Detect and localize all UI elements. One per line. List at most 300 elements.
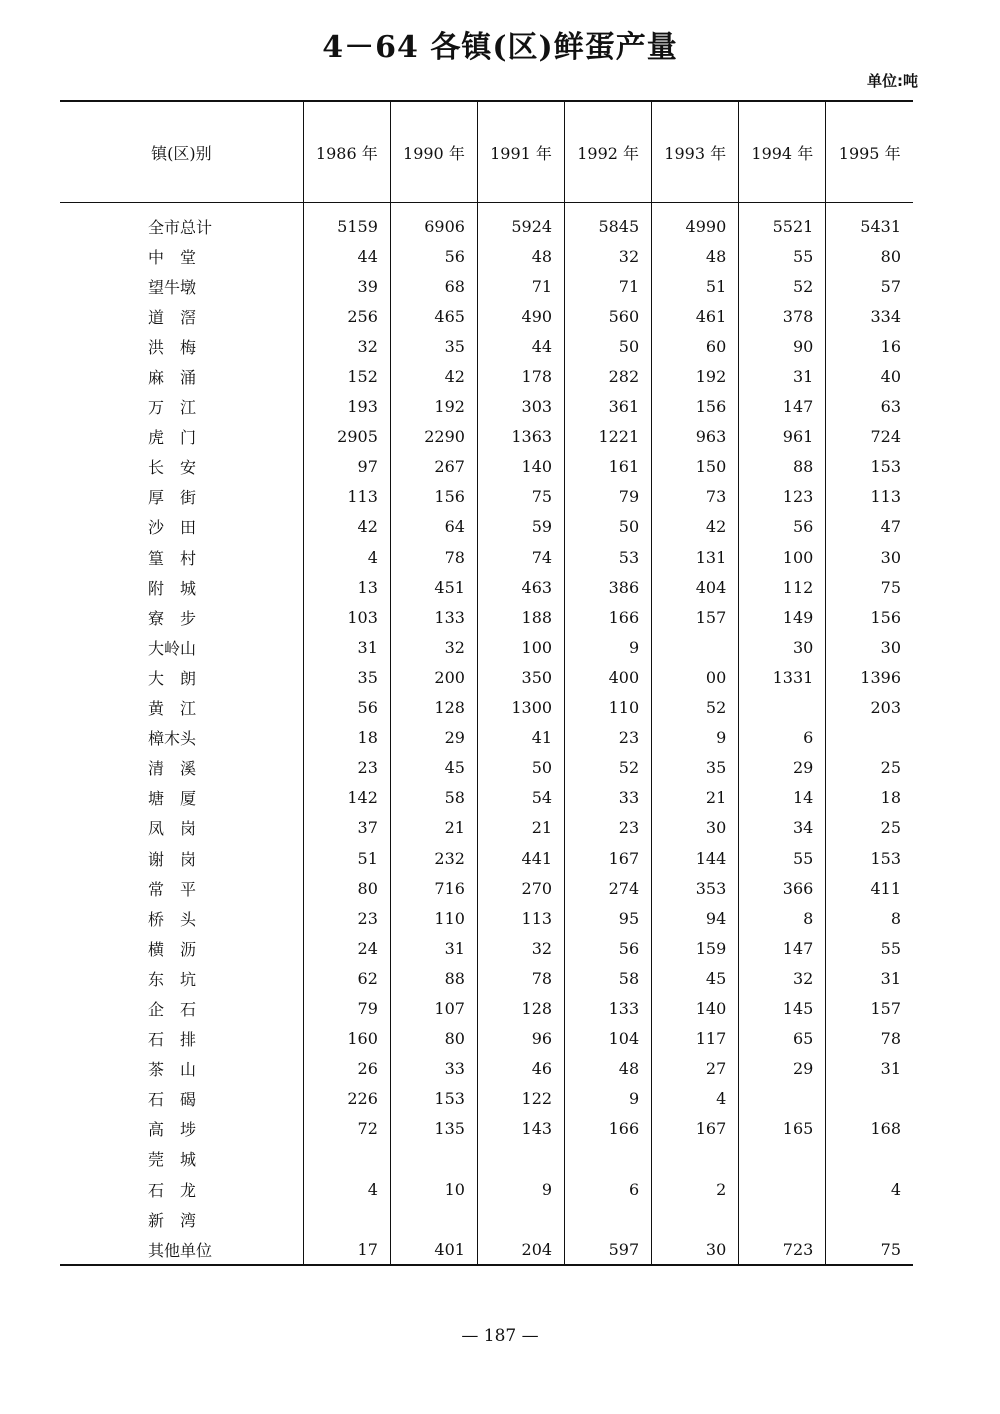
- table-row: [60, 392, 913, 422]
- value-cell: 1331: [739, 662, 826, 692]
- value-cell: 80: [826, 241, 913, 271]
- value-cell: 73: [652, 482, 739, 512]
- value-cell: 10: [390, 1174, 477, 1204]
- town-name-cell: 莞 城: [148, 1150, 197, 1170]
- value-cell: 166: [565, 602, 652, 632]
- table-row: [60, 963, 913, 993]
- value-cell: 1396: [826, 662, 913, 692]
- value-cell: 30: [826, 542, 913, 572]
- value-cell: 34: [739, 813, 826, 843]
- egg-production-table: [60, 100, 913, 1266]
- value-cell: 193: [303, 392, 390, 422]
- value-cell: 64: [390, 512, 477, 542]
- value-cell: 48: [652, 241, 739, 271]
- value-cell: [477, 1204, 564, 1234]
- value-cell: 47: [826, 512, 913, 542]
- value-cell: 57: [826, 271, 913, 301]
- value-cell: 9: [477, 1174, 564, 1204]
- value-cell: 55: [739, 241, 826, 271]
- value-cell: 18: [826, 783, 913, 813]
- value-cell: 23: [565, 813, 652, 843]
- value-cell: 52: [739, 271, 826, 301]
- value-cell: 386: [565, 572, 652, 602]
- value-cell: 56: [390, 241, 477, 271]
- value-cell: 366: [739, 873, 826, 903]
- value-cell: 18: [303, 723, 390, 753]
- value-cell: 9: [652, 723, 739, 753]
- value-cell: 5431: [826, 203, 913, 242]
- value-cell: [303, 1144, 390, 1174]
- value-cell: 161: [565, 452, 652, 482]
- value-cell: 25: [826, 813, 913, 843]
- value-cell: 1363: [477, 422, 564, 452]
- value-cell: 6: [739, 723, 826, 753]
- value-cell: 597: [565, 1234, 652, 1265]
- value-cell: [826, 1144, 913, 1174]
- value-cell: 40: [826, 361, 913, 391]
- value-cell: 35: [390, 331, 477, 361]
- table-row: [60, 1024, 913, 1054]
- value-cell: 4: [652, 1084, 739, 1114]
- value-cell: 6: [565, 1174, 652, 1204]
- value-cell: 441: [477, 843, 564, 873]
- town-name-cell: 其他单位: [148, 1240, 213, 1260]
- value-cell: 113: [477, 903, 564, 933]
- column-header: 1990 年: [390, 101, 477, 203]
- table-row: [60, 422, 913, 452]
- town-name-cell: 篁 村: [148, 548, 197, 568]
- town-name-cell: 附 城: [148, 578, 197, 598]
- value-cell: 203: [826, 693, 913, 723]
- value-cell: 97: [303, 452, 390, 482]
- value-cell: 226: [303, 1084, 390, 1114]
- table-row: [60, 512, 913, 542]
- value-cell: 140: [477, 452, 564, 482]
- value-cell: 156: [652, 392, 739, 422]
- value-cell: 274: [565, 873, 652, 903]
- value-cell: 4990: [652, 203, 739, 242]
- value-cell: 56: [739, 512, 826, 542]
- value-cell: [652, 632, 739, 662]
- table-row: [60, 542, 913, 572]
- column-header: 1994 年: [739, 101, 826, 203]
- value-cell: 31: [303, 632, 390, 662]
- table-row: [60, 602, 913, 632]
- value-cell: 135: [390, 1114, 477, 1144]
- value-cell: 157: [826, 993, 913, 1023]
- value-cell: [565, 1144, 652, 1174]
- value-cell: 401: [390, 1234, 477, 1265]
- value-cell: 282: [565, 361, 652, 391]
- value-cell: 35: [652, 753, 739, 783]
- value-cell: 39: [303, 271, 390, 301]
- value-cell: 32: [565, 241, 652, 271]
- value-cell: 123: [739, 482, 826, 512]
- value-cell: 41: [477, 723, 564, 753]
- value-cell: 31: [826, 1054, 913, 1084]
- table-row: [60, 1204, 913, 1234]
- value-cell: [739, 693, 826, 723]
- value-cell: 52: [652, 693, 739, 723]
- value-cell: 95: [565, 903, 652, 933]
- value-cell: 78: [826, 1024, 913, 1054]
- table-row: [60, 903, 913, 933]
- table-row: [60, 271, 913, 301]
- value-cell: 716: [390, 873, 477, 903]
- value-cell: 48: [477, 241, 564, 271]
- table-row: [60, 203, 913, 242]
- value-cell: 00: [652, 662, 739, 692]
- value-cell: 724: [826, 422, 913, 452]
- value-cell: 378: [739, 301, 826, 331]
- value-cell: [477, 1144, 564, 1174]
- value-cell: 32: [390, 632, 477, 662]
- value-cell: 4: [303, 542, 390, 572]
- town-name-cell: 中 堂: [148, 247, 197, 267]
- value-cell: 117: [652, 1024, 739, 1054]
- value-cell: 361: [565, 392, 652, 422]
- value-cell: 51: [303, 843, 390, 873]
- town-name-cell: 道 滘: [148, 307, 197, 327]
- value-cell: 50: [477, 753, 564, 783]
- table-row: [60, 1144, 913, 1174]
- table-row: [60, 813, 913, 843]
- value-cell: 78: [390, 542, 477, 572]
- value-cell: 42: [390, 361, 477, 391]
- town-name-cell: 石 龙: [148, 1180, 197, 1200]
- value-cell: 32: [303, 331, 390, 361]
- value-cell: 48: [565, 1054, 652, 1084]
- value-cell: 188: [477, 602, 564, 632]
- value-cell: 79: [565, 482, 652, 512]
- table-row: [60, 1084, 913, 1114]
- value-cell: 303: [477, 392, 564, 422]
- town-name-cell: 高 埗: [148, 1120, 197, 1140]
- column-header: 镇(区)别: [60, 101, 303, 203]
- value-cell: 150: [652, 452, 739, 482]
- table-row: [60, 783, 913, 813]
- value-cell: 31: [739, 361, 826, 391]
- value-cell: 31: [390, 933, 477, 963]
- value-cell: 55: [826, 933, 913, 963]
- value-cell: 104: [565, 1024, 652, 1054]
- value-cell: 2: [652, 1174, 739, 1204]
- value-cell: 156: [390, 482, 477, 512]
- value-cell: 78: [477, 963, 564, 993]
- value-cell: 6906: [390, 203, 477, 242]
- value-cell: 8: [826, 903, 913, 933]
- value-cell: 156: [826, 602, 913, 632]
- table-row: [60, 572, 913, 602]
- value-cell: 200: [390, 662, 477, 692]
- value-cell: 29: [739, 1054, 826, 1084]
- table-row: [60, 361, 913, 391]
- value-cell: 88: [739, 452, 826, 482]
- value-cell: [826, 1204, 913, 1234]
- value-cell: [303, 1204, 390, 1234]
- value-cell: 131: [652, 542, 739, 572]
- town-name-cell: 望牛墩: [148, 277, 197, 297]
- value-cell: 26: [303, 1054, 390, 1084]
- value-cell: 42: [303, 512, 390, 542]
- value-cell: 75: [826, 572, 913, 602]
- value-cell: 80: [303, 873, 390, 903]
- value-cell: 168: [826, 1114, 913, 1144]
- value-cell: 53: [565, 542, 652, 572]
- value-cell: [390, 1204, 477, 1234]
- town-name-cell: 长 安: [148, 458, 197, 478]
- table-row: [60, 873, 913, 903]
- value-cell: 52: [565, 753, 652, 783]
- value-cell: 160: [303, 1024, 390, 1054]
- value-cell: 165: [739, 1114, 826, 1144]
- value-cell: 112: [739, 572, 826, 602]
- value-cell: 128: [477, 993, 564, 1023]
- town-name-cell: 寮 步: [148, 608, 197, 628]
- value-cell: 14: [739, 783, 826, 813]
- value-cell: 142: [303, 783, 390, 813]
- value-cell: 153: [826, 843, 913, 873]
- value-cell: 5521: [739, 203, 826, 242]
- value-cell: 75: [477, 482, 564, 512]
- value-cell: 75: [826, 1234, 913, 1265]
- value-cell: 45: [652, 963, 739, 993]
- column-header: 1986 年: [303, 101, 390, 203]
- value-cell: 270: [477, 873, 564, 903]
- value-cell: 2290: [390, 422, 477, 452]
- value-cell: 46: [477, 1054, 564, 1084]
- value-cell: 33: [565, 783, 652, 813]
- value-cell: 147: [739, 933, 826, 963]
- value-cell: 5924: [477, 203, 564, 242]
- value-cell: 23: [303, 903, 390, 933]
- value-cell: 94: [652, 903, 739, 933]
- value-cell: 157: [652, 602, 739, 632]
- value-cell: 723: [739, 1234, 826, 1265]
- value-cell: 350: [477, 662, 564, 692]
- town-name-cell: 企 石: [148, 999, 197, 1019]
- table-row: [60, 331, 913, 361]
- value-cell: 128: [390, 693, 477, 723]
- value-cell: 62: [303, 963, 390, 993]
- value-cell: 103: [303, 602, 390, 632]
- town-name-cell: 常 平: [148, 879, 197, 899]
- page-number: — 187 —: [461, 1326, 539, 1346]
- value-cell: 110: [565, 693, 652, 723]
- town-name-cell: 清 溪: [148, 759, 197, 779]
- value-cell: 58: [390, 783, 477, 813]
- town-name-cell: 石 碣: [148, 1090, 197, 1110]
- town-name-cell: 大 朗: [148, 668, 197, 688]
- value-cell: 404: [652, 572, 739, 602]
- town-name-cell: 全市总计: [148, 217, 213, 237]
- value-cell: 4: [826, 1174, 913, 1204]
- value-cell: 107: [390, 993, 477, 1023]
- value-cell: 80: [390, 1024, 477, 1054]
- town-name-cell: 横 沥: [148, 939, 197, 959]
- value-cell: 88: [390, 963, 477, 993]
- table-row: [60, 301, 913, 331]
- town-name-cell: 茶 山: [148, 1060, 197, 1080]
- value-cell: 1300: [477, 693, 564, 723]
- town-name-cell: 谢 岗: [148, 849, 197, 869]
- value-cell: 9: [565, 1084, 652, 1114]
- value-cell: 159: [652, 933, 739, 963]
- value-cell: 463: [477, 572, 564, 602]
- page-title: 4－64 各镇(区)鲜蛋产量: [322, 30, 678, 65]
- value-cell: 71: [565, 271, 652, 301]
- value-cell: 8: [739, 903, 826, 933]
- value-cell: 353: [652, 873, 739, 903]
- value-cell: 27: [652, 1054, 739, 1084]
- value-cell: 133: [390, 602, 477, 632]
- table-row: [60, 662, 913, 692]
- town-name-cell: 大岭山: [148, 638, 197, 658]
- town-name-cell: 厚 街: [148, 488, 197, 508]
- table-row: [60, 1234, 913, 1265]
- value-cell: 30: [652, 1234, 739, 1265]
- column-header: 1995 年: [826, 101, 913, 203]
- value-cell: 60: [652, 331, 739, 361]
- value-cell: 50: [565, 331, 652, 361]
- value-cell: [826, 1084, 913, 1114]
- value-cell: 147: [739, 392, 826, 422]
- value-cell: 178: [477, 361, 564, 391]
- value-cell: 1221: [565, 422, 652, 452]
- value-cell: 461: [652, 301, 739, 331]
- value-cell: [652, 1204, 739, 1234]
- value-cell: 400: [565, 662, 652, 692]
- value-cell: 58: [565, 963, 652, 993]
- table-row: [60, 693, 913, 723]
- value-cell: 29: [390, 723, 477, 753]
- value-cell: 90: [739, 331, 826, 361]
- town-name-cell: 石 排: [148, 1030, 197, 1050]
- town-name-cell: 东 坑: [148, 969, 197, 989]
- value-cell: 23: [303, 753, 390, 783]
- value-cell: [739, 1084, 826, 1114]
- value-cell: 963: [652, 422, 739, 452]
- table-row: [60, 753, 913, 783]
- value-cell: 110: [390, 903, 477, 933]
- table-row: [60, 452, 913, 482]
- value-cell: 143: [477, 1114, 564, 1144]
- value-cell: 33: [390, 1054, 477, 1084]
- value-cell: 192: [390, 392, 477, 422]
- value-cell: 44: [303, 241, 390, 271]
- town-name-cell: 万 江: [148, 398, 197, 418]
- value-cell: 54: [477, 783, 564, 813]
- value-cell: 30: [652, 813, 739, 843]
- value-cell: 167: [652, 1114, 739, 1144]
- value-cell: 465: [390, 301, 477, 331]
- value-cell: 21: [477, 813, 564, 843]
- table-row: [60, 1054, 913, 1084]
- value-cell: 63: [826, 392, 913, 422]
- value-cell: 65: [739, 1024, 826, 1054]
- value-cell: 17: [303, 1234, 390, 1265]
- town-name-cell: 黄 江: [148, 699, 197, 719]
- value-cell: 32: [477, 933, 564, 963]
- table-row: [60, 993, 913, 1023]
- value-cell: [739, 1204, 826, 1234]
- value-cell: 55: [739, 843, 826, 873]
- value-cell: 31: [826, 963, 913, 993]
- value-cell: 192: [652, 361, 739, 391]
- table-row: [60, 1174, 913, 1204]
- value-cell: 145: [739, 993, 826, 1023]
- value-cell: 59: [477, 512, 564, 542]
- value-cell: 133: [565, 993, 652, 1023]
- table-row: [60, 632, 913, 662]
- value-cell: 256: [303, 301, 390, 331]
- value-cell: 51: [652, 271, 739, 301]
- town-name-cell: 虎 门: [148, 428, 197, 448]
- value-cell: 72: [303, 1114, 390, 1144]
- table-row: [60, 723, 913, 753]
- value-cell: [390, 1144, 477, 1174]
- value-cell: 21: [652, 783, 739, 813]
- column-header: 1992 年: [565, 101, 652, 203]
- value-cell: 122: [477, 1084, 564, 1114]
- value-cell: 149: [739, 602, 826, 632]
- value-cell: 100: [477, 632, 564, 662]
- value-cell: 30: [739, 632, 826, 662]
- town-name-cell: 新 湾: [148, 1210, 197, 1230]
- value-cell: 79: [303, 993, 390, 1023]
- town-name-cell: 凤 岗: [148, 819, 197, 839]
- value-cell: 100: [739, 542, 826, 572]
- value-cell: 5845: [565, 203, 652, 242]
- value-cell: 153: [826, 452, 913, 482]
- value-cell: 232: [390, 843, 477, 873]
- value-cell: 37: [303, 813, 390, 843]
- value-cell: 4: [303, 1174, 390, 1204]
- value-cell: 5159: [303, 203, 390, 242]
- town-name-cell: 塘 厦: [148, 789, 197, 809]
- town-name-cell: 桥 头: [148, 909, 197, 929]
- value-cell: [652, 1144, 739, 1174]
- value-cell: 56: [303, 693, 390, 723]
- value-cell: 560: [565, 301, 652, 331]
- value-cell: 30: [826, 632, 913, 662]
- value-cell: 24: [303, 933, 390, 963]
- town-name-cell: 洪 梅: [148, 337, 197, 357]
- column-header: 1993 年: [652, 101, 739, 203]
- value-cell: 16: [826, 331, 913, 361]
- table-row: [60, 843, 913, 873]
- value-cell: 961: [739, 422, 826, 452]
- value-cell: 113: [826, 482, 913, 512]
- table-header-row: [60, 101, 913, 203]
- value-cell: [739, 1174, 826, 1204]
- value-cell: 113: [303, 482, 390, 512]
- unit-label: 单位:吨: [867, 72, 918, 90]
- value-cell: 166: [565, 1114, 652, 1144]
- table-row: [60, 933, 913, 963]
- value-cell: 153: [390, 1084, 477, 1114]
- value-cell: 74: [477, 542, 564, 572]
- value-cell: 96: [477, 1024, 564, 1054]
- value-cell: 144: [652, 843, 739, 873]
- value-cell: 411: [826, 873, 913, 903]
- table-row: [60, 241, 913, 271]
- value-cell: 204: [477, 1234, 564, 1265]
- value-cell: 13: [303, 572, 390, 602]
- table-row: [60, 1114, 913, 1144]
- value-cell: 42: [652, 512, 739, 542]
- value-cell: 23: [565, 723, 652, 753]
